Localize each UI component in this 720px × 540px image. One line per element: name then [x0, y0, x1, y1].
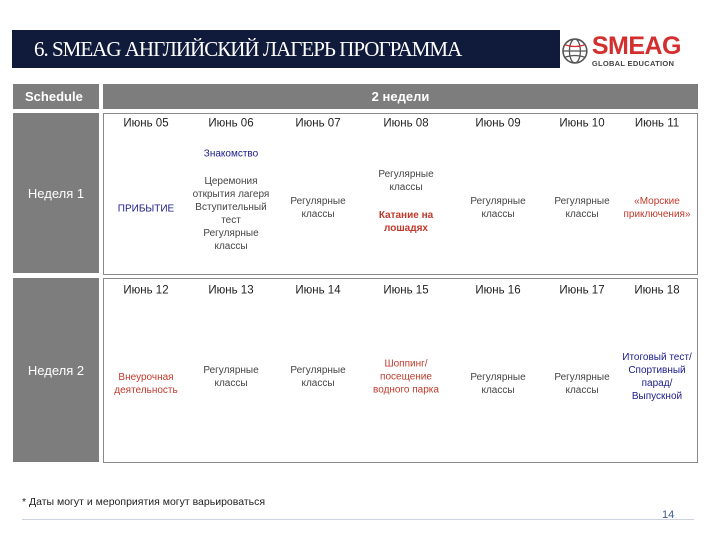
- activity-cell: Регулярные классы: [470, 372, 526, 396]
- week-1-label: Неделя 1: [13, 113, 99, 273]
- date-cell: Июнь 09: [475, 117, 521, 130]
- date-cell: Июнь 12: [123, 284, 169, 297]
- footer-divider: [22, 519, 694, 520]
- page-number: 14: [662, 509, 675, 521]
- activity-cell: Регулярные классы: [290, 365, 346, 389]
- date-cell: Июнь 05: [123, 117, 169, 130]
- smeag-logo: [561, 28, 681, 74]
- page-title: 6. SMEAG АНГЛИЙСКИЙ ЛАГЕРЬ ПРОГРАММА: [12, 30, 560, 68]
- activity-cell: Регулярные классы: [378, 169, 434, 193]
- week-1-table: [103, 113, 698, 275]
- activity-cell: ПРИБЫТИЕ: [117, 203, 175, 215]
- activity-cell: Шоппинг/ посещение водного парка: [373, 358, 439, 396]
- schedule-header: Schedule: [13, 84, 99, 109]
- date-cell: Июнь 13: [208, 284, 254, 297]
- week-2-table: [103, 278, 698, 463]
- date-cell: Июнь 07: [295, 117, 341, 130]
- activity-cell: Регулярные классы: [470, 196, 526, 220]
- activity-cell: Регулярные классы: [203, 365, 259, 389]
- activity-cell: Итоговый тест/ Спортивный парад/ Выпускной: [622, 352, 692, 402]
- date-cell: Июнь 18: [634, 284, 680, 297]
- activity-cell: Регулярные классы: [554, 372, 610, 396]
- date-cell: Июнь 17: [559, 284, 605, 297]
- date-cell: Июнь 15: [383, 284, 429, 297]
- footnote: * Даты могут и мероприятия могут варьироваться: [22, 496, 266, 508]
- date-cell: Июнь 08: [383, 117, 429, 130]
- date-cell: Июнь 16: [475, 284, 521, 297]
- activity-cell: Церемония открытия лагеря Вступительный тест Регулярные классы: [192, 176, 270, 252]
- logo-subtitle: GLOBAL EDUCATION: [591, 59, 675, 69]
- globe-icon: [561, 37, 589, 65]
- activity-cell: «Морские приключения»: [623, 196, 691, 220]
- weeks-header: 2 недели: [103, 84, 698, 109]
- date-cell: Июнь 11: [634, 117, 680, 130]
- date-cell: Июнь 10: [559, 117, 605, 130]
- orientation-label: Знакомство: [203, 148, 259, 160]
- activity-cell: Регулярные классы: [290, 196, 346, 220]
- date-cell: Июнь 06: [208, 117, 254, 130]
- week-2-label: Неделя 2: [13, 278, 99, 462]
- date-cell: Июнь 14: [295, 284, 341, 297]
- activity-cell: Внеурочная деятельность: [114, 372, 178, 396]
- activity-cell: Катание на лошадях: [378, 210, 434, 234]
- activity-cell: Регулярные классы: [554, 196, 610, 220]
- logo-wordmark: SMEAG: [591, 32, 681, 61]
